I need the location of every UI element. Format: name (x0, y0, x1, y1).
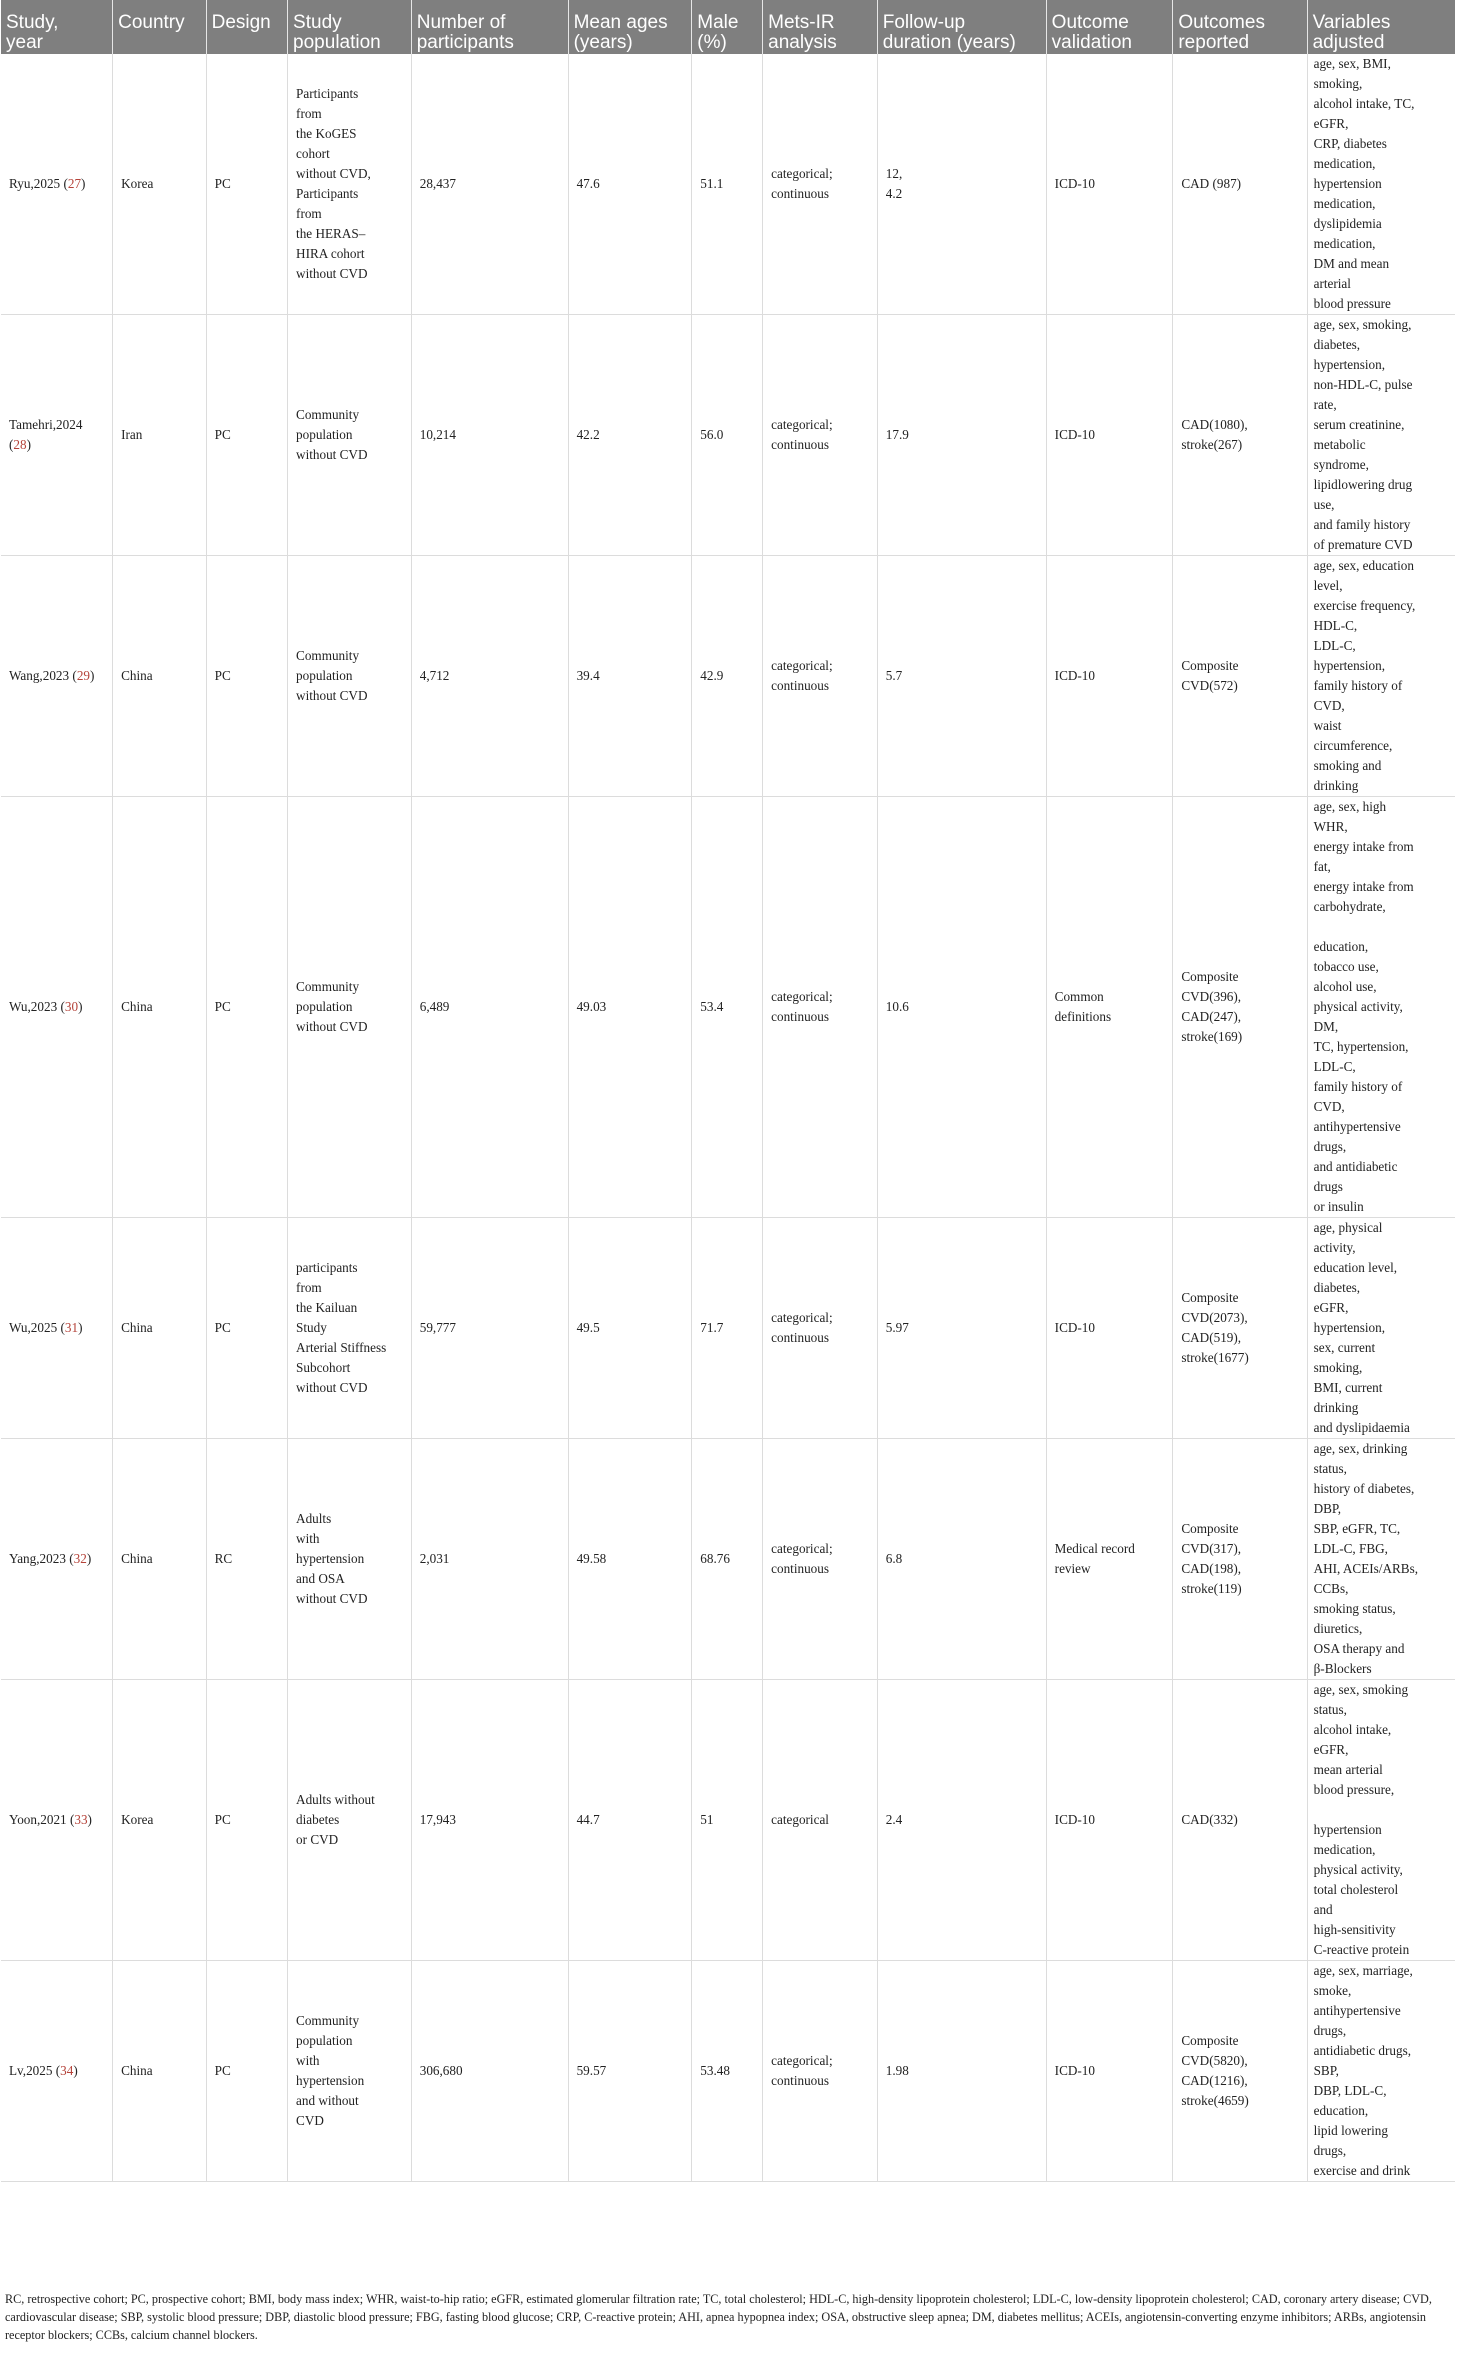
cell-country: China (113, 1961, 207, 2182)
cell-validation: ICD-10 (1046, 315, 1173, 556)
table-row (1, 1439, 1455, 1680)
cell-validation: ICD-10 (1046, 1680, 1173, 1961)
cell-outcomes: Composite CVD(317), CAD(198), stroke(119) (1173, 1439, 1307, 1680)
cell-study: Wu,2023 (30) (1, 797, 113, 1218)
cell-followup: 17.9 (877, 315, 1046, 556)
cell-variables: age, physical activity, education level, diabetes, eGFR, hypertension, sex, current smoking, BMI, current drinking and dyslipidaemia (1307, 1218, 1455, 1439)
cell-population: Community population with hypertension and without CVD (288, 1961, 412, 2182)
cell-mean-age: 44.7 (568, 1680, 692, 1961)
cell-validation: Medical record review (1046, 1439, 1173, 1680)
cell-outcomes: CAD (987) (1173, 54, 1307, 315)
cell-variables: age, sex, education level, exercise frequency, HDL-C, LDL-C, hypertension, family history of CVD, waist circumference, smoking and drinking (1307, 556, 1455, 797)
cell-country: China (113, 556, 207, 797)
cell-study: Lv,2025 (34) (1, 1961, 113, 2182)
cell-validation: ICD-10 (1046, 1218, 1173, 1439)
cell-participants: 28,437 (411, 54, 568, 315)
cell-study: Tamehri,2024 (28) (1, 315, 113, 556)
cell-design: RC (206, 1439, 287, 1680)
cell-design: PC (206, 556, 287, 797)
cell-followup: 5.97 (877, 1218, 1046, 1439)
cell-variables: age, sex, marriage, smoke, antihypertensive drugs, antidiabetic drugs, SBP, DBP, LDL-C, education, lipid lowering drugs, exercise and drink (1307, 1961, 1455, 2182)
column-header-study-year: Study, year (1, 0, 113, 54)
column-header-mean-ages: Mean ages (years) (568, 0, 692, 54)
cell-population: Adults with hypertension and OSA without CVD (288, 1439, 412, 1680)
cell-followup: 2.4 (877, 1680, 1046, 1961)
cell-country: China (113, 797, 207, 1218)
cell-study: Yang,2023 (32) (1, 1439, 113, 1680)
cell-design: PC (206, 797, 287, 1218)
cell-analysis: categorical; continuous (763, 54, 878, 315)
cell-male: 71.7 (692, 1218, 763, 1439)
cell-outcomes: CAD(1080), stroke(267) (1173, 315, 1307, 556)
study-characteristics-table (1, 0, 1455, 2182)
table-row (1, 1218, 1455, 1439)
table-row (1, 315, 1455, 556)
cell-mean-age: 39.4 (568, 556, 692, 797)
cell-mean-age: 49.58 (568, 1439, 692, 1680)
cell-male: 68.76 (692, 1439, 763, 1680)
column-header-mets-ir-analysis: Mets-IR analysis (763, 0, 878, 54)
cell-study: Yoon,2021 (33) (1, 1680, 113, 1961)
cell-outcomes: Composite CVD(2073), CAD(519), stroke(1677) (1173, 1218, 1307, 1439)
cell-country: Korea (113, 1680, 207, 1961)
cell-country: Iran (113, 315, 207, 556)
table-body (1, 54, 1455, 2182)
cell-followup: 12, 4.2 (877, 54, 1046, 315)
cell-analysis: categorical; continuous (763, 556, 878, 797)
cell-participants: 10,214 (411, 315, 568, 556)
reference-link[interactable]: 30 (64, 999, 79, 1014)
cell-variables: age, sex, smoking, diabetes, hypertension, non-HDL-C, pulse rate, serum creatinine, metabolic syndrome, lipidlowering drug use, and family history of premature CVD (1307, 315, 1455, 556)
column-header-follow-up-duration: Follow-up duration (years) (877, 0, 1046, 54)
cell-participants: 4,712 (411, 556, 568, 797)
cell-male: 53.4 (692, 797, 763, 1218)
cell-outcomes: Composite CVD(572) (1173, 556, 1307, 797)
cell-design: PC (206, 315, 287, 556)
cell-validation: ICD-10 (1046, 556, 1173, 797)
cell-followup: 10.6 (877, 797, 1046, 1218)
cell-participants: 17,943 (411, 1680, 568, 1961)
cell-variables: age, sex, drinking status, history of diabetes, DBP, SBP, eGFR, TC, LDL-C, FBG, AHI, ACEIs/ARBs, CCBs, smoking status, diuretics, OSA therapy and β-Blockers (1307, 1439, 1455, 1680)
cell-analysis: categorical; continuous (763, 1961, 878, 2182)
reference-link[interactable]: 33 (74, 1812, 88, 1827)
cell-followup: 6.8 (877, 1439, 1046, 1680)
reference-link[interactable]: 34 (60, 2063, 74, 2078)
reference-link[interactable]: 27 (67, 176, 82, 191)
cell-analysis: categorical; continuous (763, 1439, 878, 1680)
cell-participants: 306,680 (411, 1961, 568, 2182)
cell-population: Community population without CVD (288, 315, 412, 556)
table-row (1, 797, 1455, 1218)
cell-outcomes: Composite CVD(396), CAD(247), stroke(169) (1173, 797, 1307, 1218)
table-row (1, 1961, 1455, 2182)
cell-design: PC (206, 1961, 287, 2182)
cell-population: Community population without CVD (288, 556, 412, 797)
cell-participants: 59,777 (411, 1218, 568, 1439)
table-footnote: RC, retrospective cohort; PC, prospective cohort; BMI, body mass index; WHR, waist-to-hip ratio; eGFR, estimated glomerular filtration rate; TC, total cholesterol; HDL-C, high-density lipoprotein cholesterol; LDL-C, low-density lipoprotein cholesterol; CAD, coronary artery disease; CVD, cardiovascular disease; SBP, systolic blood pressure; DBP, diastolic blood pressure; FBG, fasting blood glucose; CRP, C-reactive protein; AHI, apnea hypopnea index; OSA, obstructive sleep apnea; DM, diabetes mellitus; ACEIs, angiotensin-converting enzyme inhibitors; ARBs, angiotensin receptor blockers; CCBs, calcium channel blockers. (5, 2292, 1432, 2342)
column-header-outcomes-reported: Outcomes reported (1173, 0, 1307, 54)
cell-male: 51.1 (692, 54, 763, 315)
cell-mean-age: 59.57 (568, 1961, 692, 2182)
cell-mean-age: 49.03 (568, 797, 692, 1218)
reference-link[interactable]: 28 (13, 437, 27, 452)
cell-validation: Common definitions (1046, 797, 1173, 1218)
cell-analysis: categorical (763, 1680, 878, 1961)
cell-followup: 5.7 (877, 556, 1046, 797)
cell-mean-age: 47.6 (568, 54, 692, 315)
cell-country: China (113, 1218, 207, 1439)
cell-validation: ICD-10 (1046, 1961, 1173, 2182)
cell-design: PC (206, 54, 287, 315)
cell-variables: age, sex, high WHR, energy intake from fat, energy intake from carbohydrate, education, tobacco use, alcohol use, physical activity, DM, TC, hypertension, LDL-C, family history of CVD, antihypertensive drugs, and antidiabetic drugs or insulin (1307, 797, 1455, 1218)
reference-link[interactable]: 31 (64, 1320, 79, 1335)
cell-study: Wang,2023 (29) (1, 556, 113, 797)
cell-male: 51 (692, 1680, 763, 1961)
cell-validation: ICD-10 (1046, 54, 1173, 315)
table-header-row (1, 0, 1455, 54)
table-row (1, 556, 1455, 797)
cell-population: Participants from the KoGES cohort without CVD, Participants from the HERAS– HIRA cohort without CVD (288, 54, 412, 315)
cell-outcomes: CAD(332) (1173, 1680, 1307, 1961)
cell-variables: age, sex, smoking status, alcohol intake, eGFR, mean arterial blood pressure, hypertension medication, physical activity, total cholesterol and high-sensitivity C-reactive protein (1307, 1680, 1455, 1961)
reference-link[interactable]: 29 (76, 668, 90, 683)
cell-design: PC (206, 1218, 287, 1439)
cell-participants: 6,489 (411, 797, 568, 1218)
cell-mean-age: 49.5 (568, 1218, 692, 1439)
cell-population: Adults without diabetes or CVD (288, 1680, 412, 1961)
table-row (1, 54, 1455, 315)
column-header-outcome-validation: Outcome validation (1046, 0, 1173, 54)
cell-followup: 1.98 (877, 1961, 1046, 2182)
cell-analysis: categorical; continuous (763, 797, 878, 1218)
column-header-variables-adjusted: Variables adjusted (1307, 0, 1455, 54)
cell-analysis: categorical; continuous (763, 315, 878, 556)
cell-male: 56.0 (692, 315, 763, 556)
column-header-male-percent: Male (%) (692, 0, 763, 54)
cell-design: PC (206, 1680, 287, 1961)
cell-outcomes: Composite CVD(5820), CAD(1216), stroke(4659) (1173, 1961, 1307, 2182)
cell-country: Korea (113, 54, 207, 315)
column-header-study-population: Study population (288, 0, 412, 54)
cell-study: Ryu,2025 (27) (1, 54, 113, 315)
cell-analysis: categorical; continuous (763, 1218, 878, 1439)
column-header-design: Design (206, 0, 287, 54)
cell-country: China (113, 1439, 207, 1680)
cell-variables: age, sex, BMI, smoking, alcohol intake, TC, eGFR, CRP, diabetes medication, hypertension medication, dyslipidemia medication, DM and mean arterial blood pressure (1307, 54, 1455, 315)
reference-link[interactable]: 32 (73, 1551, 87, 1566)
cell-study: Wu,2025 (31) (1, 1218, 113, 1439)
column-header-number-of-participants: Number of participants (411, 0, 568, 54)
column-header-country: Country (113, 0, 207, 54)
cell-male: 53.48 (692, 1961, 763, 2182)
cell-male: 42.9 (692, 556, 763, 797)
cell-population: participants from the Kailuan Study Arterial Stiffness Subcohort without CVD (288, 1218, 412, 1439)
cell-population: Community population without CVD (288, 797, 412, 1218)
table-row (1, 1680, 1455, 1961)
cell-participants: 2,031 (411, 1439, 568, 1680)
cell-mean-age: 42.2 (568, 315, 692, 556)
